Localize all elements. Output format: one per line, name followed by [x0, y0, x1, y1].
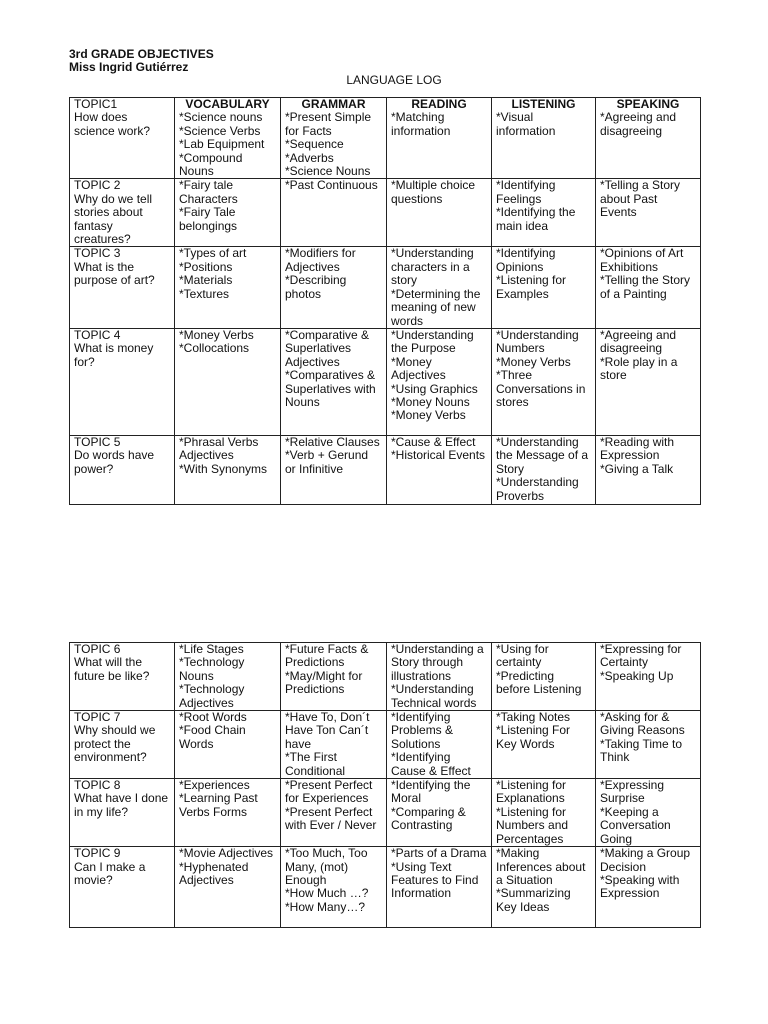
- topic-number: TOPIC 2: [74, 178, 121, 193]
- list-item: *Identifying Problems & Solutions: [391, 710, 454, 751]
- topic-cell: [70, 435, 175, 504]
- topic-question: Do words have power?: [74, 448, 155, 476]
- listening-cell: [492, 328, 596, 435]
- list-item: *Technology Adjectives: [179, 682, 245, 710]
- grammar-cell: [281, 643, 387, 711]
- topic-number: TOPIC 7: [74, 710, 121, 725]
- list-item: *Relative Clauses: [285, 435, 380, 449]
- topic-question: Why do we tell stories about fantasy creatures?: [74, 191, 153, 247]
- list-item: *Have To, Don´t Have Ton Can´t have: [285, 710, 370, 751]
- vocabulary-cell: [175, 328, 281, 435]
- list-item: *Visual information: [496, 110, 556, 138]
- topic-number: TOPIC 9: [74, 846, 121, 861]
- list-item: *Historical Events: [391, 448, 486, 463]
- list-item: *Comparatives & Superlatives with Nouns: [285, 368, 376, 409]
- list-item: *Cause & Effect: [391, 435, 476, 449]
- list-item: *Agreeing and disagreeing: [600, 328, 677, 356]
- listening-cell: [492, 179, 596, 247]
- list-item: *Listening For Key Words: [496, 723, 571, 751]
- list-item: *Listening for Numbers and Percentages: [496, 804, 569, 846]
- listening-cell: [492, 711, 596, 779]
- reading-cell: [387, 643, 492, 711]
- column-header-speaking: SPEAKING: [616, 97, 680, 111]
- list-item: *Understanding Technical words: [391, 682, 477, 710]
- list-item: *Agreeing and disagreeing: [600, 110, 677, 138]
- speaking-cell: [596, 643, 701, 711]
- topic-question: Can I make a movie?: [74, 859, 146, 887]
- list-item: *Life Stages: [179, 642, 244, 656]
- list-item: *Comparing & Contrasting: [391, 804, 466, 833]
- speaking-cell: [596, 779, 701, 847]
- list-item: *Comparative & Superlatives Adjectives: [285, 328, 370, 369]
- list-item: *Understanding characters in a story: [391, 246, 474, 288]
- list-item: *Past Continuous: [285, 178, 378, 193]
- list-item: *Using for certainty: [496, 642, 549, 670]
- list-item: *The First Conditional: [285, 750, 346, 778]
- list-item: *Expressing for Certainty: [600, 642, 682, 670]
- topic-cell: [70, 247, 175, 328]
- list-item: *Understanding a Story through illustrations: [391, 642, 484, 683]
- list-item: *Science nouns: [179, 110, 263, 125]
- grammar-cell: [281, 179, 387, 247]
- list-item: *Root Words: [179, 710, 247, 725]
- table-row: [70, 711, 701, 779]
- list-item: *Listening for Explanations: [496, 778, 567, 806]
- teacher-name: Miss Ingrid Gutiérrez: [69, 60, 189, 74]
- list-item: *How Many…?: [285, 899, 366, 914]
- table-row: [70, 328, 701, 435]
- list-item: *Modifiers for Adjectives: [285, 246, 356, 274]
- vocabulary-cell: [175, 179, 281, 247]
- grade-objectives-title: 3rd GRADE OBJECTIVES: [69, 47, 214, 61]
- list-item: *Identifying the Moral: [391, 778, 471, 806]
- list-item: *Money Adjectives: [391, 354, 446, 383]
- vocabulary-cell: [175, 98, 281, 179]
- list-item: *Money Verbs: [496, 354, 571, 369]
- list-item: *Experiences: [179, 778, 250, 793]
- grammar-cell: [281, 711, 387, 779]
- speaking-cell: [596, 435, 701, 504]
- list-item: *Lab Equipment: [179, 137, 265, 152]
- list-item: *Three Conversations in stores: [496, 368, 586, 409]
- topic-number: TOPIC 5: [74, 435, 121, 449]
- list-item: *Types of art: [179, 246, 247, 261]
- list-item: *Collocations: [179, 341, 250, 356]
- list-item: *Present Perfect for Experiences: [285, 778, 373, 806]
- list-item: *May/Might for Predictions: [285, 668, 363, 697]
- language-log-title: LANGUAGE LOG: [346, 73, 442, 87]
- language-log-table-2: [69, 642, 701, 928]
- list-item: *Understanding the Message of a Story: [496, 435, 589, 476]
- grammar-cell: [281, 328, 387, 435]
- list-item: *Reading with Expression: [600, 435, 675, 463]
- listening-cell: [492, 779, 596, 847]
- list-item: *Describing photos: [285, 273, 347, 301]
- topic-question: What will the future be like?: [74, 655, 150, 683]
- list-item: *Learning Past Verbs Forms: [179, 791, 258, 819]
- list-item: *With Synonyms: [179, 461, 268, 476]
- topic-question: How does science work?: [74, 110, 151, 138]
- list-item: *Sequence: [285, 137, 344, 152]
- list-item: *Compound Nouns: [179, 150, 243, 179]
- grammar-cell: [281, 98, 387, 179]
- topic-number: TOPIC1: [74, 97, 118, 111]
- list-item: *Present Simple for Facts: [285, 110, 372, 138]
- table-row: [70, 847, 701, 928]
- list-item: *Identifying Opinions: [496, 246, 556, 274]
- vocabulary-cell: [175, 435, 281, 504]
- topic-number: TOPIC 6: [74, 642, 121, 656]
- list-item: *Adverbs: [285, 150, 334, 165]
- vocabulary-cell: [175, 847, 281, 928]
- list-item: *Making Inferences about a Situation: [496, 846, 586, 887]
- list-item: *Food Chain Words: [179, 723, 246, 751]
- list-item: *Present Perfect with Ever / Never: [285, 804, 377, 833]
- list-item: *Money Nouns: [391, 394, 470, 409]
- vocabulary-cell: [175, 779, 281, 847]
- grammar-cell: [281, 779, 387, 847]
- list-item: *Movie Adjectives: [179, 846, 274, 861]
- column-header-listening: LISTENING: [511, 97, 576, 111]
- speaking-cell: [596, 98, 701, 179]
- column-header-grammar: GRAMMAR: [301, 97, 366, 111]
- vocabulary-cell: [175, 247, 281, 328]
- topic-cell: [70, 779, 175, 847]
- topic-question: Why should we protect the environment?: [74, 723, 156, 765]
- list-item: *Materials: [179, 273, 233, 288]
- reading-cell: [387, 435, 492, 504]
- list-item: *Giving a Talk: [600, 461, 674, 476]
- list-item: *Summarizing Key Ideas: [496, 886, 571, 914]
- topic-cell: [70, 643, 175, 711]
- vocabulary-cell: [175, 711, 281, 779]
- reading-cell: [387, 179, 492, 247]
- list-item: *Predicting before Listening: [496, 668, 582, 697]
- topic-number: TOPIC 4: [74, 328, 121, 342]
- list-item: *Keeping a Conversation Going: [600, 804, 671, 846]
- list-item: *Identifying the main idea: [496, 205, 576, 233]
- topic-cell: [70, 328, 175, 435]
- list-item: *Telling the Story of a Painting: [600, 273, 691, 301]
- list-item: *Using Graphics: [391, 381, 478, 396]
- list-item: *Listening for Examples: [496, 273, 567, 301]
- reading-cell: [387, 98, 492, 179]
- list-item: *Taking Notes: [496, 710, 571, 725]
- list-item: *Money Verbs: [391, 408, 466, 423]
- column-header-reading: READING: [411, 97, 467, 111]
- reading-cell: [387, 779, 492, 847]
- table-row: [70, 779, 701, 847]
- topic-cell: [70, 98, 175, 179]
- table-row: [70, 643, 701, 711]
- list-item: *Technology Nouns: [179, 655, 245, 683]
- list-item: *How Much …?: [285, 886, 369, 901]
- topic-question: What have I done in my life?: [74, 791, 169, 819]
- listening-cell: [492, 247, 596, 328]
- reading-cell: [387, 847, 492, 928]
- speaking-cell: [596, 179, 701, 247]
- list-item: *Using Text Features to Find Information: [391, 859, 479, 901]
- list-item: *Parts of a Drama: [391, 846, 487, 861]
- list-item: *Textures: [179, 286, 230, 301]
- list-item: *Science Nouns: [285, 164, 371, 179]
- listening-cell: [492, 435, 596, 504]
- speaking-cell: [596, 711, 701, 779]
- list-item: *Making a Group Decision: [600, 846, 691, 874]
- topic-cell: [70, 847, 175, 928]
- reading-cell: [387, 247, 492, 328]
- table-row: [70, 435, 701, 504]
- list-item: *Verb + Gerund or Infinitive: [285, 448, 369, 476]
- topic-number: TOPIC 8: [74, 778, 121, 793]
- table-row: [70, 179, 701, 247]
- list-item: *Telling a Story about Past Events: [600, 178, 681, 220]
- list-item: *Identifying Cause & Effect: [391, 750, 471, 778]
- topic-cell: [70, 179, 175, 247]
- list-item: *Hyphenated Adjectives: [179, 859, 249, 887]
- listening-cell: [492, 98, 596, 179]
- list-item: *Fairy Tale belongings: [179, 205, 238, 233]
- column-header-vocabulary: VOCABULARY: [185, 97, 270, 111]
- list-item: *Matching information: [391, 110, 451, 138]
- reading-cell: [387, 328, 492, 435]
- list-item: *Understanding the Purpose: [391, 328, 474, 356]
- list-item: *Asking for & Giving Reasons: [600, 710, 685, 738]
- list-item: *Speaking with Expression: [600, 872, 680, 901]
- topic-question: What is the purpose of art?: [74, 259, 155, 288]
- speaking-cell: [596, 247, 701, 328]
- table-row: [70, 98, 701, 179]
- list-item: *Science Verbs: [179, 123, 261, 138]
- grammar-cell: [281, 435, 387, 504]
- grammar-cell: [281, 847, 387, 928]
- list-item: *Fairy tale Characters: [179, 178, 238, 206]
- listening-cell: [492, 643, 596, 711]
- list-item: *Understanding Numbers: [496, 328, 579, 356]
- list-item: *Role play in a store: [600, 354, 678, 383]
- list-item: *Phrasal Verbs Adjectives: [179, 435, 259, 463]
- language-log-table-1: [69, 97, 701, 505]
- list-item: *Expressing Surprise: [600, 778, 665, 806]
- list-item: *Opinions of Art Exhibitions: [600, 246, 684, 274]
- listening-cell: [492, 847, 596, 928]
- vocabulary-cell: [175, 643, 281, 711]
- reading-cell: [387, 711, 492, 779]
- speaking-cell: [596, 847, 701, 928]
- list-item: *Money Verbs: [179, 328, 254, 342]
- list-item: *Identifying Feelings: [496, 178, 556, 206]
- topic-number: TOPIC 3: [74, 246, 121, 261]
- list-item: *Too Much, Too Many, (mot) Enough: [285, 846, 368, 887]
- list-item: *Multiple choice questions: [391, 178, 476, 206]
- list-item: *Determining the meaning of new words: [391, 286, 481, 328]
- list-item: *Future Facts & Predictions: [285, 642, 369, 670]
- grammar-cell: [281, 247, 387, 328]
- speaking-cell: [596, 328, 701, 435]
- list-item: *Understanding Proverbs: [496, 475, 579, 503]
- table-row: [70, 247, 701, 328]
- list-item: *Positions: [179, 259, 233, 274]
- topic-question: What is money for?: [74, 341, 154, 369]
- list-item: *Speaking Up: [600, 668, 674, 683]
- topic-cell: [70, 711, 175, 779]
- list-item: *Taking Time to Think: [600, 736, 683, 765]
